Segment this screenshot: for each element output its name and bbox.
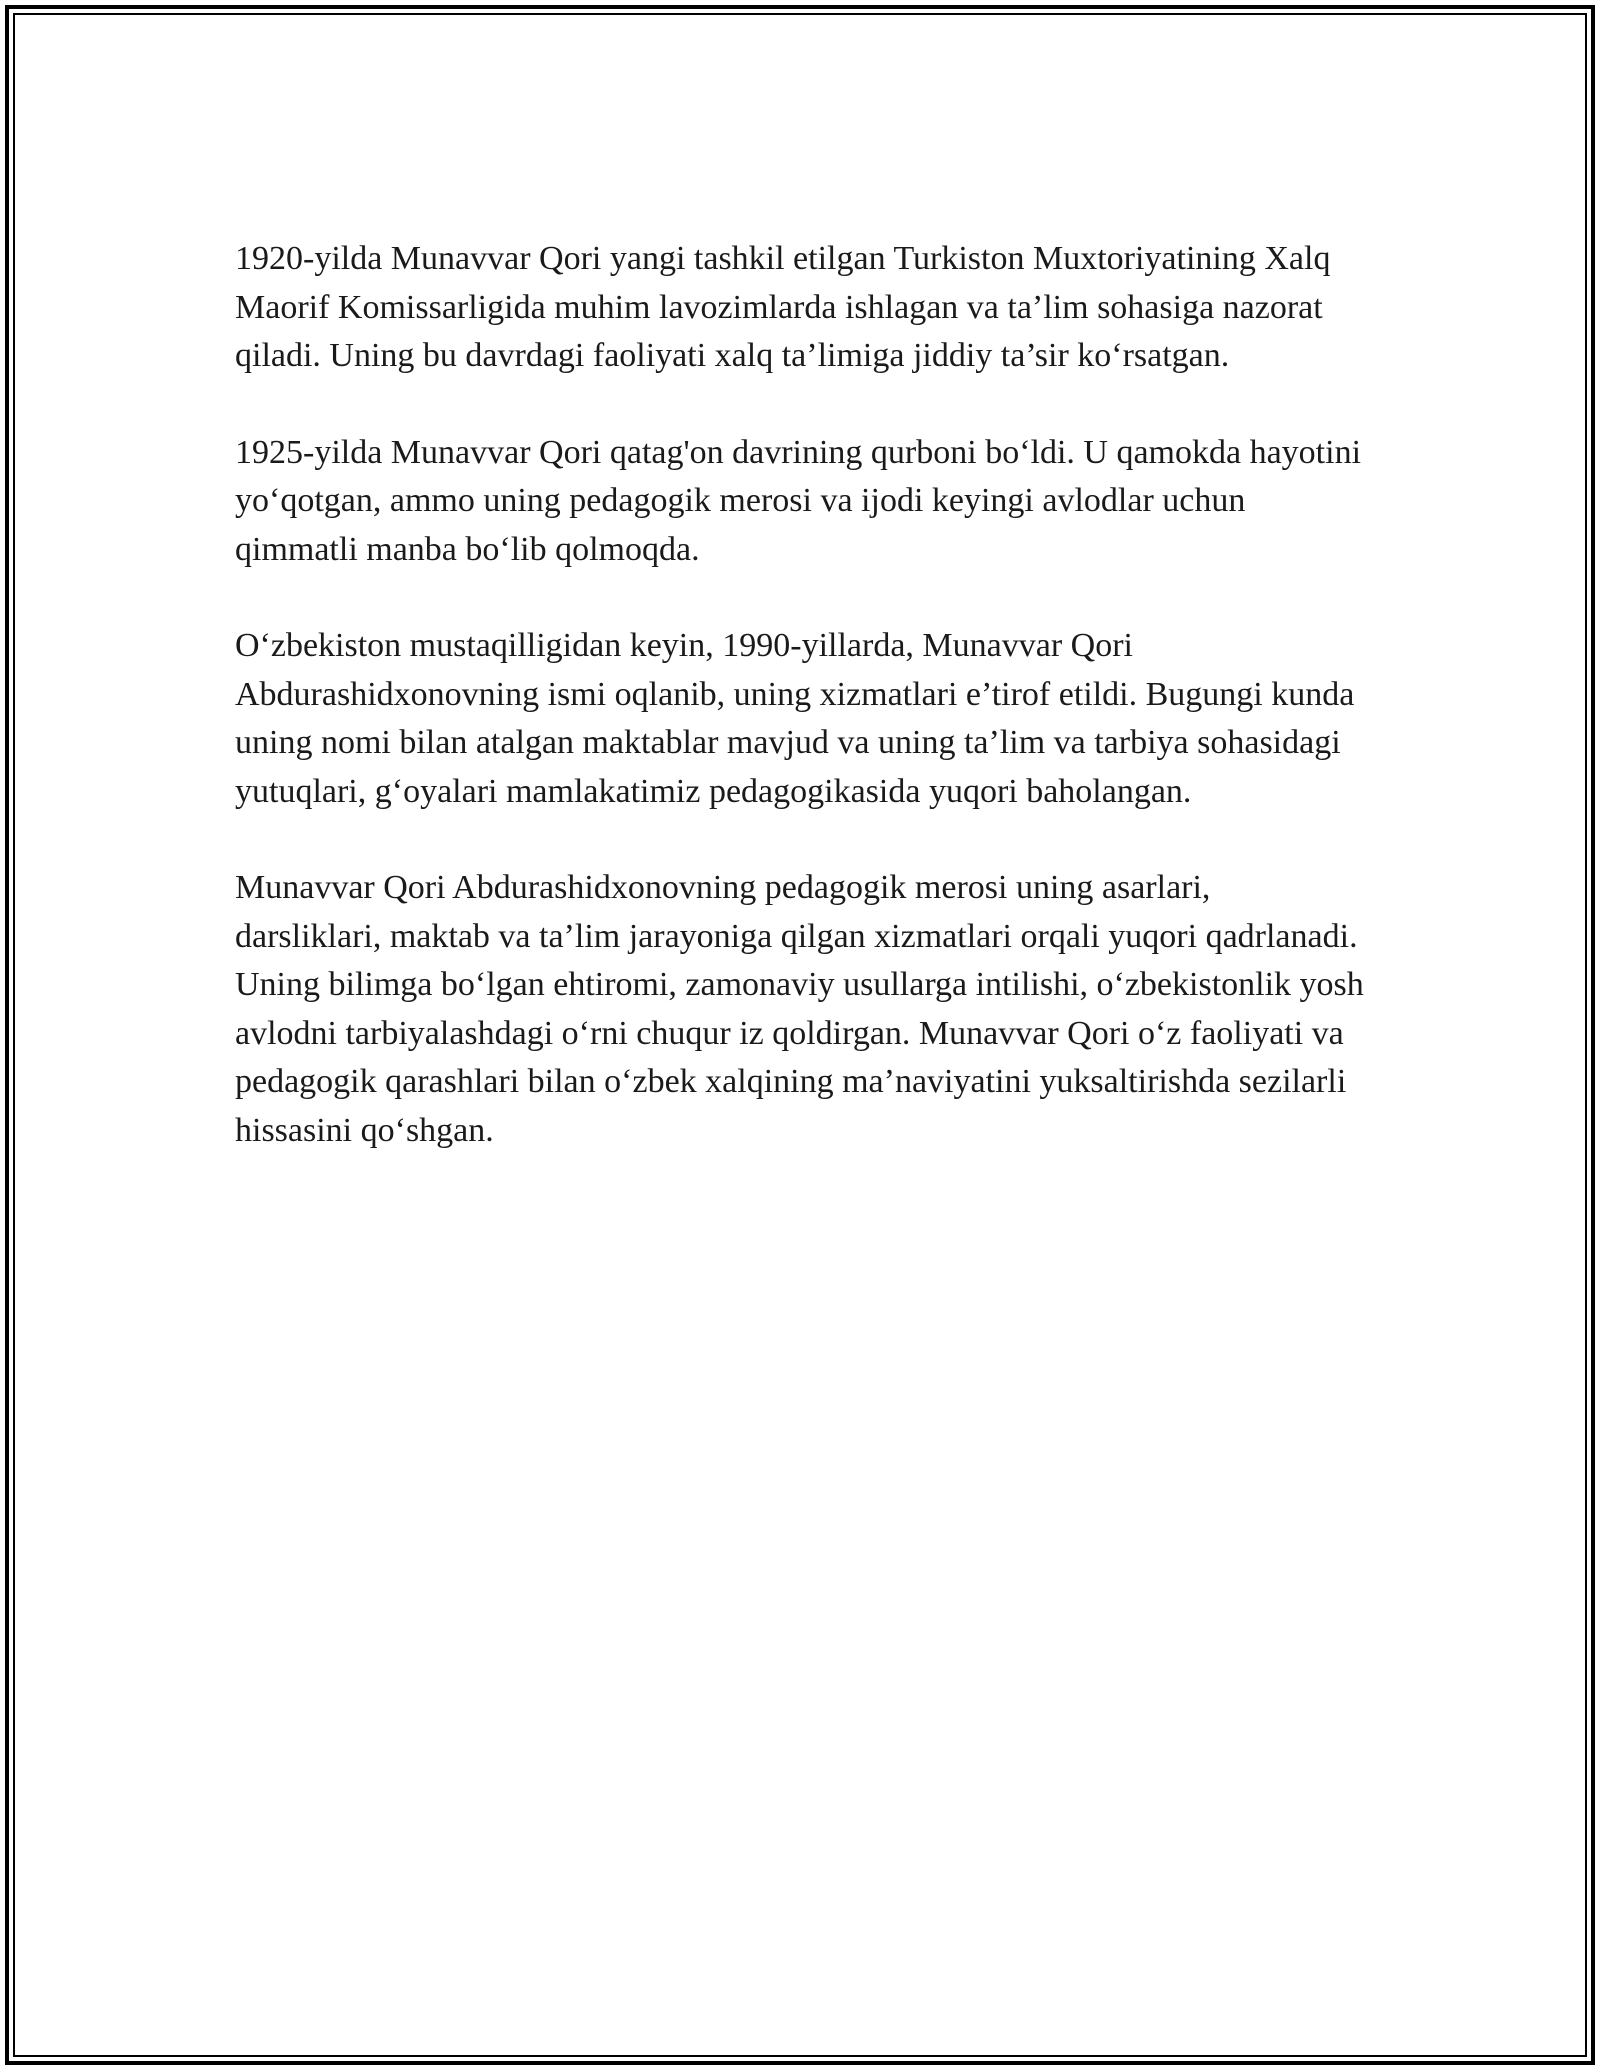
paragraph-2: 1925-yilda Munavvar Qori qatag'on davrining qurboni bo‘ldi. U qamokda hayotini yo‘qotgan, ammo uning pedagogik merosi va ijodi keyingi avlodlar uchun qimmatli manba bo‘lib qolmoqda. bbox=[235, 433, 1362, 568]
paragraph-4: Munavvar Qori Abdurashidxonovning pedagogik merosi uning asarlari, darsliklari, maktab va ta’lim jarayoniga qilgan xizmatlari orqali yuqori qadrlanadi. Uning bilimga bo‘lgan ehtiromi, zamonaviy usullarga intilishi, o‘zbekistonlik yosh avlodni tarbiyalashdagi o‘rni chuqur iz qoldirgan. Munavvar Qori o‘z faoliyati va pedagogik qarashlari bilan o‘zbek xalqining ma’naviyatini yuksaltirishda sezilarli hissasini qo‘shgan. bbox=[235, 869, 1364, 1149]
document-body bbox=[235, 235, 1365, 1203]
paragraph-1: 1920-yilda Munavvar Qori yangi tashkil etilgan Turkiston Muxtoriyatining Xalq Maorif Komissarligida muhim lavozimlarda ishlagan va ta’lim sohasiga nazorat qiladi. Uning bu davrdagi faoliyati xalq ta’limiga jiddiy ta’sir ko‘rsatgan. bbox=[235, 240, 1331, 374]
paragraph-3: O‘zbekiston mustaqilligidan keyin, 1990-yillarda, Munavvar Qori Abdurashidxonovning ismi oqlanib, uning xizmatlari e’tirof etildi. Bugungi kunda uning nomi bilan atalgan maktablar mavjud va uning ta’lim va tarbiya sohasidagi yutuqlari, g‘oyalari mamlakatimiz pedagogikasida yuqori baholangan. bbox=[235, 627, 1355, 810]
